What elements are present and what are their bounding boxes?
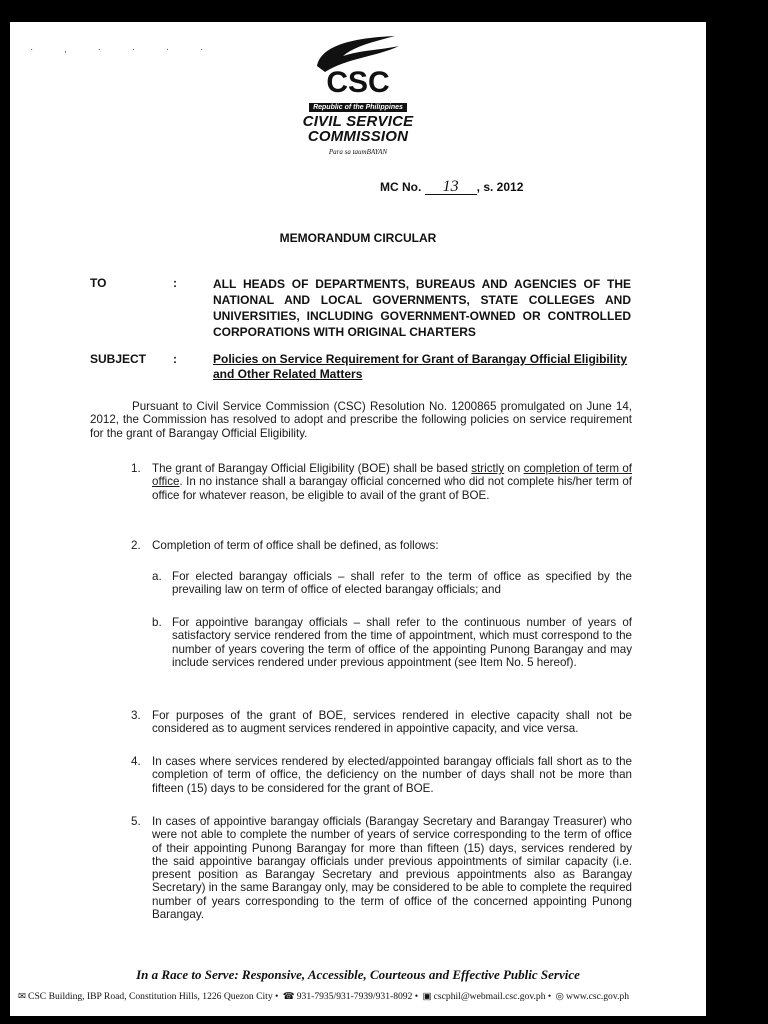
logo-republic-label: Republic of the Philippines [309,103,407,112]
subitem-letter: a. [152,570,162,583]
footer-website: www.csc.gov.ph [566,991,630,1002]
subitem-b-text: For appointive barangay officials – shall refer to the continuous number of years of satisfactory service rendered from the time of appointment, which must correspond to the number of years covering the term of office of the appointing Punong Barangay and may include services rendered under previous appointment (see Item No. 5 hereof). [172,616,632,669]
mc-prefix: MC No. [380,180,422,194]
item-number: 3. [131,709,141,722]
mc-number-value: 13 [425,180,477,195]
fax-icon: ▣ [422,991,432,1002]
item-5-text: In cases of appointive barangay officials (Barangay Secretary and Barangay Treasurer) who were not able to complete the number of years of service corresponding to the term of office of their appointing Punong Barangay for more than fifteen (15) days, services rendered by the said appointive barangay officials under previous appointments of similar capacity (i.e. present position as Barangay Secretary and previous appointments also as Barangay Secretary) in the same Barangay only, may be considered to be able to complete the required number of years corresponding to the term of office of the concerned appointing Punong Barangay. [152,815,632,922]
globe-icon: ◎ [555,991,565,1002]
item-number: 4. [131,755,141,768]
mail-icon: ✉ [18,991,27,1002]
to-label: TO [90,276,107,290]
intro-paragraph: Pursuant to Civil Service Commission (CSC) Resolution No. 1200865 promulgated on June 14, 2012, the Commission has resolved to adopt and prescribe the following policies on service requirement for the grant of Barangay Official Eligibility. [90,400,632,440]
svg-text:CSC: CSC [326,66,390,96]
footer-phone: 931-7935/931-7939/931-8092 • [296,991,419,1002]
item-4-text: In cases where services rendered by elected/appointed barangay officials fall short as to the completion of term of office, the deficiency on the number of days shall not be more than fifteen (15) days to be considered for the grant of BOE. [152,755,632,795]
subject-text: Policies on Service Requirement for Grant of Barangay Official Eligibility and Other Related Matters [213,352,628,381]
document-title: MEMORANDUM CIRCULAR [279,231,437,245]
footer-motto: In a Race to Serve: Responsive, Accessible, Courteous and Effective Public Service [136,967,580,982]
footer-email: cscphil@webmail.csc.gov.ph • [433,991,552,1002]
org-name-line2: COMMISSION [307,128,409,145]
subject-colon: : [173,352,177,366]
item-number: 2. [131,539,141,552]
phone-icon: ☎ [282,991,295,1002]
org-name-line1: CIVIL SERVICE [302,113,414,130]
footer-address: CSC Building, IBP Road, Constitution Hills, 1226 Quezon City • [28,991,279,1002]
csc-emblem-icon [303,32,413,96]
subject-label: SUBJECT [90,352,147,366]
subitem-a-text: For elected barangay officials – shall refer to the term of office as specified by the prevailing law on term of office of elected barangay officials; and [172,570,632,597]
item-number: 1. [131,462,141,475]
item-3-text: For purposes of the grant of BOE, services rendered in elective capacity shall not be considered as to augment services rendered in appointive capacity, and vice versa. [152,709,632,736]
footer-contact [18,991,702,1002]
to-colon: : [173,276,177,290]
document-page [10,22,706,1016]
subitem-letter: b. [152,616,162,629]
to-recipients: ALL HEADS OF DEPARTMENTS, BUREAUS AND AGENCIES OF THE NATIONAL AND LOCAL GOVERNMENTS, STATE COLLEGES AND UNIVERSITIES, INCLUDING GOVERNMENT-OWNED OR CONTROLLED CORPORATIONS WITH ORIGINAL CHARTERS [213,277,631,339]
item-2-text: Completion of term of office shall be defined, as follows: [152,539,439,552]
mc-number [380,180,523,195]
item-1-text: The grant of Barangay Official Eligibility (BOE) shall be based strictly on completion of term of office. In no instance shall a barangay official concerned who did not complete his/her term of office for whatever reason, be eligible to avail of the grant of BOE. [152,462,632,502]
logo-motto: Para sa taumBAYAN [328,148,388,156]
mc-suffix: , s. 2012 [476,180,524,194]
csc-logo [288,32,428,156]
scan-specks: · , · · · · [30,44,218,55]
item-number: 5. [131,815,141,828]
